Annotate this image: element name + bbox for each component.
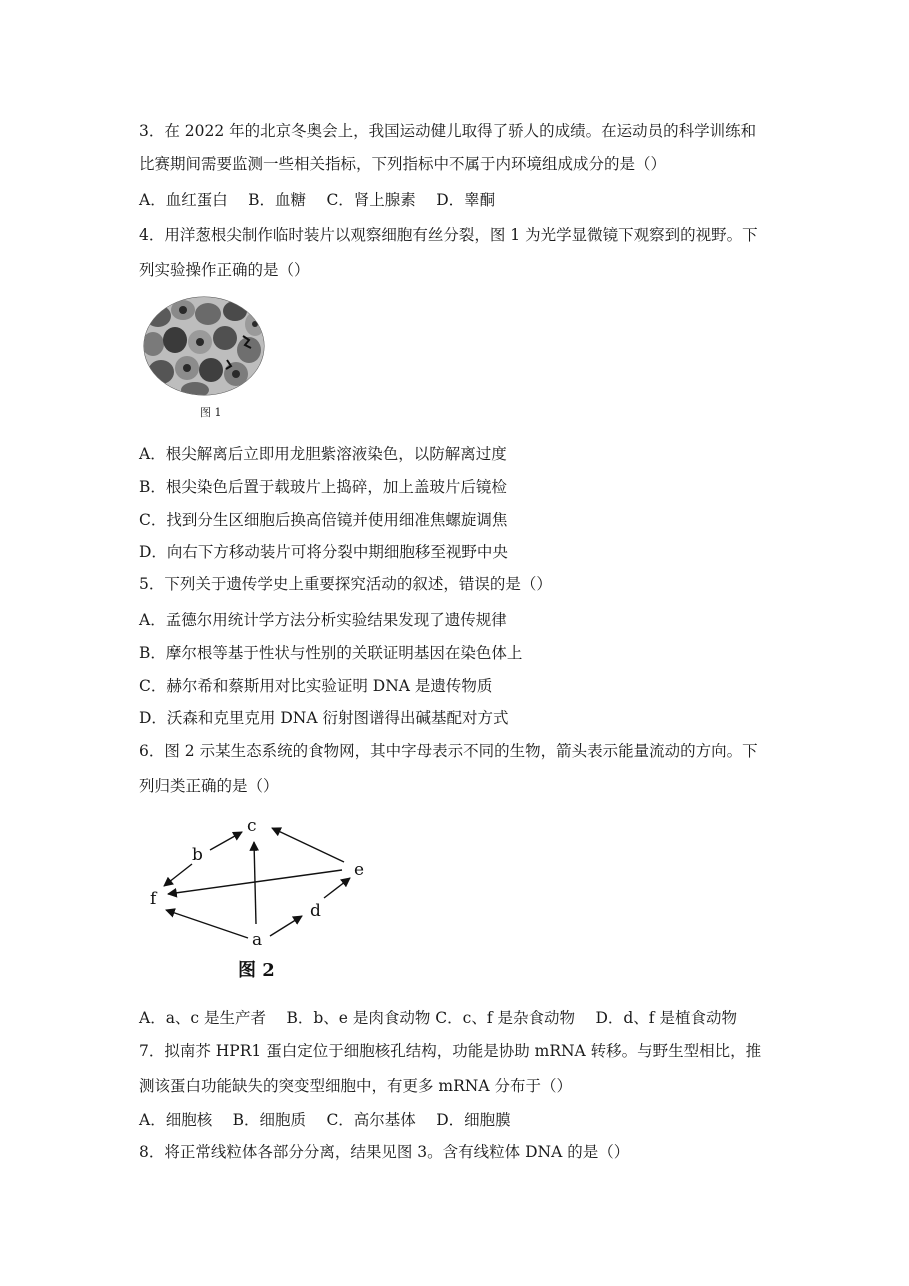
node-f: f <box>150 889 157 909</box>
node-a: a <box>252 930 263 950</box>
q6-stem-line2: 列归类正确的是（） <box>139 777 279 795</box>
q4-option-d: D．向右下方移动装片可将分裂中期细胞移至视野中央 <box>139 543 508 561</box>
q3-stem-line2: 比赛期间需要监测一些相关指标，下列指标中不属于内环境组成成分的是（） <box>139 155 667 173</box>
q5-option-c: C．赫尔希和蔡斯用对比实验证明 DNA 是遗传物质 <box>139 677 493 695</box>
q6-stem-line1: 6．图 2 示某生态系统的食物网，其中字母表示不同的生物，箭头表示能量流动的方向。下 <box>139 742 758 760</box>
q3-options: A．血红蛋白 B．血糖 C．肾上腺素 D．睾酮 <box>139 191 496 209</box>
q4-option-a: A．根尖解离后立即用龙胆紫溶液染色，以防解离过度 <box>139 445 507 463</box>
q5-option-a: A．孟德尔用统计学方法分析实验结果发现了遗传规律 <box>139 611 507 629</box>
q5-option-d: D．沃森和克里克用 DNA 衍射图谱得出碱基配对方式 <box>139 709 509 727</box>
q4-option-b: B．根尖染色后置于载玻片上捣碎，加上盖玻片后镜检 <box>139 478 507 496</box>
edge-e-c <box>272 828 344 862</box>
node-c: c <box>247 816 257 836</box>
q4-stem-line1: 4．用洋葱根尖制作临时装片以观察细胞有丝分裂，图 1 为光学显微镜下观察到的视野。下 <box>139 226 758 244</box>
q5-stem: 5．下列关于遗传学史上重要探究活动的叙述，错误的是（） <box>139 575 552 593</box>
food-web-diagram <box>140 812 380 990</box>
edge-d-e <box>324 878 350 898</box>
q6-options: A．a、c 是生产者 B．b、e 是肉食动物 C．c、f 是杂食动物 D．d、f 是植食动物 <box>139 1009 737 1027</box>
node-e: e <box>354 860 365 880</box>
edge-a-d <box>270 916 302 936</box>
node-b: b <box>192 845 203 865</box>
q7-options: A．细胞核 B．细胞质 C．高尔基体 D．细胞膜 <box>139 1111 511 1129</box>
microscope-field-image <box>143 296 265 396</box>
q8-stem: 8．将正常线粒体各部分分离，结果见图 3。含有线粒体 DNA 的是（） <box>139 1143 630 1161</box>
node-d: d <box>310 901 321 921</box>
q4-option-c: C．找到分生区细胞后换高倍镜并使用细准焦螺旋调焦 <box>139 511 508 529</box>
q3-stem-line1: 3．在 2022 年的北京冬奥会上，我国运动健儿取得了骄人的成绩。在运动员的科学训练和 <box>139 122 757 140</box>
q5-option-b: B．摩尔根等基于性状与性别的关联证明基因在染色体上 <box>139 644 523 662</box>
q4-stem-line2: 列实验操作正确的是（） <box>139 261 310 279</box>
q7-stem-line1: 7．拟南芥 HPR1 蛋白定位于细胞核孔结构，功能是协助 mRNA 转移。与野生型相比，推 <box>139 1042 762 1060</box>
edge-b-c <box>210 832 242 850</box>
edge-a-f <box>166 910 248 938</box>
q7-stem-line2: 测该蛋白功能缺失的突变型细胞中，有更多 mRNA 分布于（） <box>139 1077 572 1095</box>
edge-a-c <box>254 842 256 924</box>
figure-2-caption: 图 2 <box>238 960 275 981</box>
figure-1-caption: 图 1 <box>200 406 222 419</box>
edge-b-f <box>164 864 192 886</box>
